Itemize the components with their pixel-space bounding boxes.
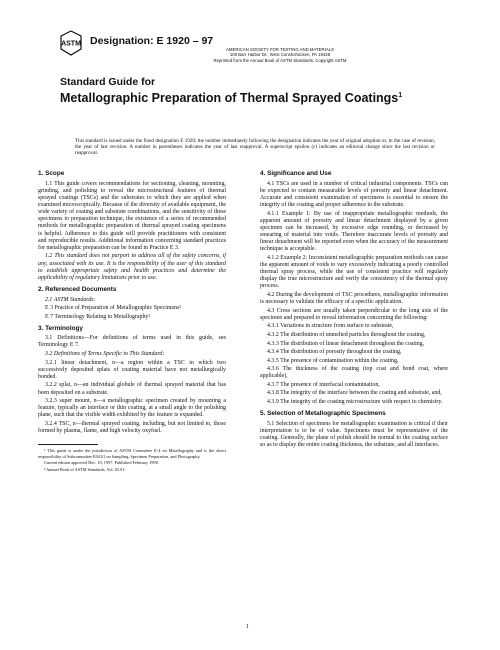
footnote: ² Annual Book of ASTM Standards, Vol. 03.01. — [44, 466, 126, 472]
title-footnote-marker: 1 — [398, 92, 403, 99]
list-item: 4.3.7 The presence of interfacial contamination, — [267, 381, 380, 388]
section-heading-significance: 4. Significance and Use — [260, 170, 332, 177]
list-item: 4.3.9 The integrity of the coating microstructure with respect to chemistry. — [267, 398, 443, 405]
paragraph: 5.1 Selection of specimens for metallographic examination is critical if their interpretation is to be of value. Specimens must be representative of the coating. Generally, the plane of polish should be normal to the coating surface so as to display the entire coating thickness, the substrate, and all interfaces. — [260, 420, 448, 449]
footnote: ¹ This guide is under the jurisdiction of ASTM Committee E-4 on Metallography and is the direct responsibility of Subcommittee E04.01 on Sampling, Specimen Preparation, and Photography. — [38, 448, 226, 459]
footnote-divider — [38, 444, 98, 445]
list-item: 4.3.8 The integrity of the interface between the coating and substrate, and, — [267, 390, 442, 397]
paragraph: 4.1.2 Example 2: Inconsistent metallographic preparation methods can cause the apparent amount of voids to vary excessively indicating a poorly controlled thermal spray process, while the use of consistent practice will regularly display the true microstructure and verify the consistency of the thermal spray process. — [260, 254, 448, 290]
paragraph: 1.1 This guide covers recommendations for sectioning, cleaning, mounting, grinding, and polishing to reveal the microstructural features of thermal sprayed coatings (TSCs) and the substrates to which they are applied when examined microscopically. Because of the diversity of available equipment, the wide variety of coating and substrate combinations, and the sensitivity of these specimens to preparation technique, the existence of a series of recommended methods for metallographic preparation of thermal sprayed coating specimens is helpful. Adherence to this guide will provide practitioners with consistent and reproducible results. Additional information concerning standard practices for metallographic preparation can be found in Practice E 3. — [38, 180, 226, 251]
publisher-line: AMERICAN SOCIETY FOR TESTING AND MATERIALS — [226, 47, 334, 52]
list-item: 4.3.3 The distribution of linear detachment throughout the coating, — [267, 340, 425, 347]
paragraph: 4.1 TSCs are used in a number of critical industrial components. TSCs can be expected to contain measurable levels of porosity and linear detachment. Accurate and consistent examination of specimens is essential to ensure the integrity of the coating and proper adherence to the substrate. — [260, 180, 448, 208]
publisher-line: Reprinted from the Annual Book of ASTM Standards. Copyright ASTM — [213, 57, 347, 63]
list-item: 4.3.2 The distribution of unmelted particles throughout the coating, — [267, 331, 426, 338]
paragraph: 4.3 Cross sections are usually taken perpendicular to the long axis of the specimen and prepared to reveal information concerning the following: — [260, 307, 448, 321]
designation: Designation: E 1920 – 97 — [90, 35, 214, 47]
title-line-1: Standard Guide for — [60, 76, 156, 88]
paragraph: 3.1 Definitions—For definitions of terms used in this guide, see Terminology E 7. — [38, 335, 226, 349]
standard-notice: This standard is issued under the fixed designation E 1920; the number immediately following the designation indicates the year of original adoption or, in the case of revision, the year of last revision. A number in parentheses indicates the year of last reapproval. A superscript epsilon (ε) indicates an editorial change since the last revision or reapproval. — [75, 138, 435, 157]
footnote: Current edition approved Dec. 10, 1997. Published February 1998. — [44, 460, 159, 466]
definition: 3.2.2 splat, n—an individual globule of thermal sprayed material that has been deposited on a substrate. — [38, 382, 226, 396]
right-column — [260, 170, 448, 451]
section-heading-selection: 5. Selection of Metallographic Specimens — [260, 410, 386, 418]
svg-text:ASTM: ASTM — [61, 40, 81, 48]
paragraph: 1.2 This standard does not purport to address all of the safety concerns, if any, associated with its use. It is the responsibility of the user of this standard to establish appropriate safety and health practices and determine the applicability of regulatory limitations prior to use. — [38, 253, 226, 281]
section-heading-terminology: 3. Terminology — [38, 324, 83, 332]
document-title — [60, 76, 460, 106]
left-column — [38, 170, 226, 473]
definition: 3.2.4 TSC, n—thermal sprayed coating, including, but not limited to, those formed by plasma, flame, and high velocity oxyfuel. — [38, 421, 226, 435]
paragraph: 3.2 Definitions of Terms Specific to This Standard: — [45, 351, 165, 358]
section-heading-referenced-documents: 2. Referenced Documents — [38, 286, 117, 294]
reference-item: E 7 Terminology Relating to Metallography² — [45, 313, 151, 320]
page-number: 1 — [246, 624, 249, 630]
title-line-2 — [60, 88, 460, 106]
publisher-line: 100 Barr Harbor Dr., West Conshohocken, PA 19428 — [229, 52, 331, 58]
title-text: Metallographic Preparation of Thermal Sprayed Coatings — [60, 91, 399, 106]
paragraph: 4.2 During the development of TSC procedures, metallographic information is necessary to validate the efficacy of a specific application. — [260, 292, 448, 306]
list-item: 4.3.4 The distribution of porosity throughout the coating, — [267, 349, 402, 356]
definition: 3.2.1 linear detachment, n—a region within a TSC in which two successively deposited splats of coating material have not metallurgically bonded. — [38, 359, 226, 380]
list-item: 4.3.5 The presence of contamination within the coating, — [267, 357, 399, 364]
paragraph: 4.1.1 Example 1: By use of inappropriate metallographic methods, the apparent amount of porosity and linear detachment displayed by a given specimen can be increased, by excessive edge rounding, or decreased by smearing of material into voids. Therefore inaccurate levels of porosity and linear detachment will be reported even when the accuracy of the measurement technique is acceptable. — [260, 210, 448, 253]
publisher-info — [160, 47, 400, 63]
astm-logo — [60, 30, 82, 56]
definition: 3.2.3 super mount, n—a metallographic specimen created by mounting a feature, typically an interface or thin coating, at a small angle to the polishing plane, such that the visible width exhibited by the feature is expanded. — [38, 398, 226, 419]
list-item: 4.3.1 Variations in structure from surface to substrate, — [267, 323, 394, 330]
section-heading-scope: 1. Scope — [38, 170, 65, 177]
reference-item: E 3 Practice of Preparation of Metallographic Specimens² — [45, 305, 182, 312]
list-item: 4.3.6 The thickness of the coating (top coat and bond coat, where applicable), — [260, 366, 448, 380]
paragraph: 2.1 ASTM Standards: — [45, 296, 96, 303]
